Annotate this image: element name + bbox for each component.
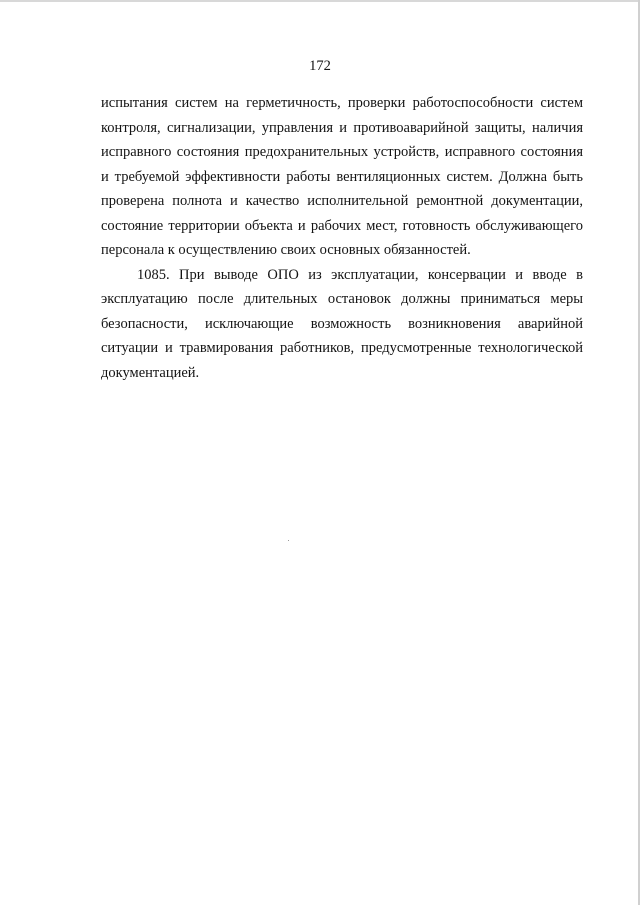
paragraph-continuation: испытания систем на герметичность, проверки работоспособности систем контроля, сигнализации, управления и противоаварийной защиты, наличия исправного состояния предохранительных устройств, исправного состояния и требуемой эффективности работы вентиляционных систем. Должна быть проверена полнота и качество исполнительной ремонтной документации, состояние территории объекта и рабочих мест, готовность обслуживающего персонала к осуществлению своих основных обязанностей. bbox=[101, 95, 583, 258]
paragraph-1085: 1085. При выводе ОПО из эксплуатации, консервации и вводе в эксплуатацию после длительных остановок должны приниматься меры безопасности, исключающие возможность возникновения аварийной ситуации и травмирования работников, предусмотренные технологической документацией. bbox=[101, 266, 583, 381]
document-body bbox=[101, 91, 583, 385]
page-number: 172 bbox=[309, 58, 331, 74]
scan-speck bbox=[288, 540, 289, 541]
page-edge-top bbox=[0, 0, 640, 2]
